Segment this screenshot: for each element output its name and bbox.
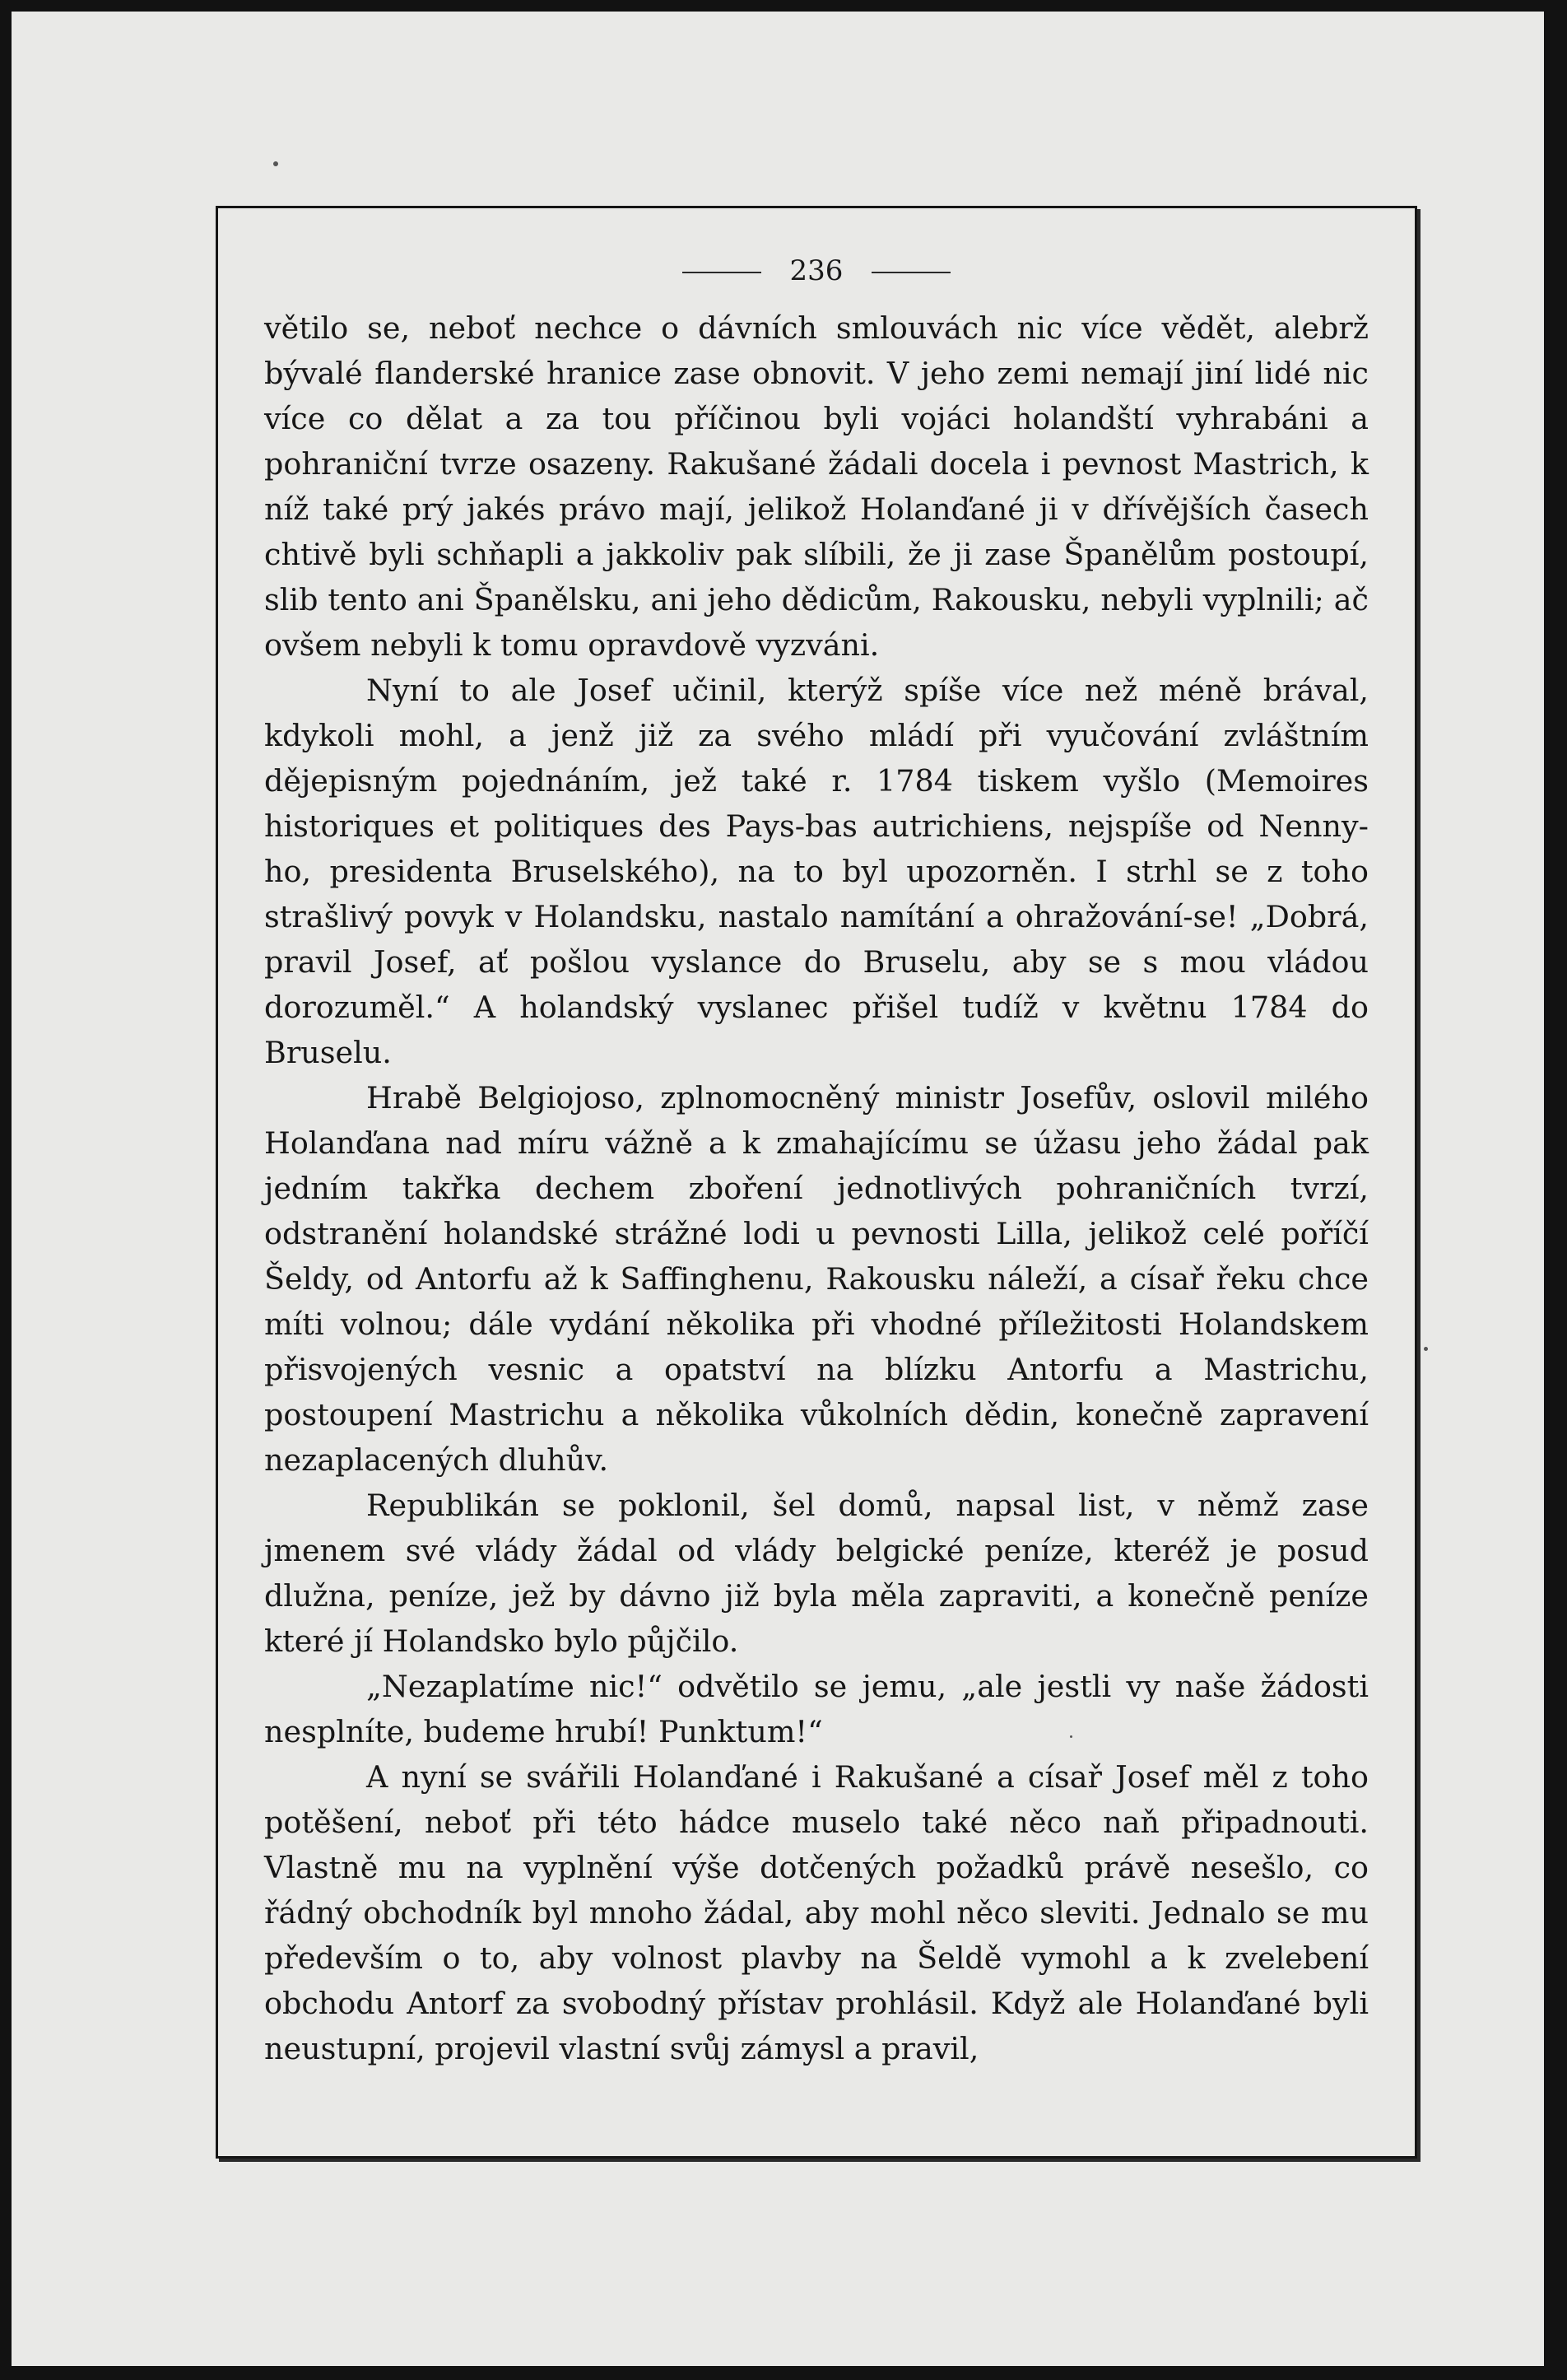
header-rule-right xyxy=(872,272,951,273)
page-number: 236 xyxy=(789,254,844,287)
paper-speck xyxy=(273,161,278,166)
page-header xyxy=(218,254,1415,287)
paper-speck xyxy=(1424,1347,1428,1351)
paragraph: Nyní to ale Josef učinil, kterýž spíše více než méně brával, kdykoli mohl, a jenž již za svého mládí při vyučování zvláštním dějepisným pojednáním, jež také r. 1784 tiskem vyšlo (Memoires historiques et politiques des Pays-bas autrichiens, nejspíše od Nenny-ho, presidenta Bruselského), na to byl upozorněn. I strhl se z toho strašlivý povyk v Holandsku, nastalo namítání a ohražování-se! „Dobrá, pravil Josef, ať pošlou vyslance do Bruselu, aby se s mou vládou dorozuměl.“ A holandský vyslanec přišel tudíž v květnu 1784 do Bruselu. xyxy=(264,673,1369,1070)
body-text xyxy=(264,305,1369,2071)
paragraph: „Nezaplatíme nic!“ odvětilo se jemu, „ale jestli vy naše žádosti nesplníte, budeme hrubí! Punktum!“ xyxy=(264,1669,1369,1749)
header-rule-left xyxy=(682,272,761,273)
paragraph: Republikán se poklonil, šel domů, napsal list, v němž zase jmenem své vlády žádal od vlády belgické peníze, kteréž je posud dlužna, peníze, jež by dávno již byla měla zapraviti, a konečně peníze které jí Holandsko bylo půjčilo. xyxy=(264,1488,1369,1659)
page-sheet xyxy=(12,12,1544,2366)
paragraph: A nyní se svářili Holanďané i Rakušané a císař Josef měl z toho potěšení, neboť při této hádce muselo také něco naň připadnouti. Vlastně mu na vyplnění výše dotčených požadků právě nesešlo, co řádný obchodník byl mnoho žádal, aby mohl něco sleviti. Jednalo se mu především o to, aby volnost plavby na Šeldě vymohl a k zvelebení obchodu Antorf za svobodný přístav prohlásil. Když ale Holanďané byli neustupní, projevil vlastní svůj zámysl a pravil, xyxy=(264,1759,1369,2066)
paragraph: větilo se, neboť nechce o dávních smlouvách nic více vědět, alebrž bývalé flanderské hranice zase obnovit. V jeho zemi nemají jiní lidé nic více co dělat a za tou příčinou byli vojáci holandští vyhrabáni a pohraniční tvrze osazeny. Rakušané žádali docela i pevnost Mastrich, k níž také prý jakés právo mají, jelikož Holanďané ji v dřívějších časech chtivě byli schňapli a jakkoliv pak slíbili, že ji zase Španělům postoupí, slib tento ani Španělsku, ani jeho dědicům, Rakousku, nebyli vyplnili; ač ovšem nebyli k tomu opravdově vyzváni. xyxy=(264,310,1369,663)
text-frame xyxy=(216,206,1417,2159)
paragraph: Hrabě Belgiojoso, zplnomocněný ministr Josefův, oslovil milého Holanďana nad míru vážně a k zmahajícímu se úžasu jeho žádal pak jedním takřka dechem zboření jednotlivých pohraničních tvrzí, odstranění holandské strážné lodi u pevnosti Lilla, jelikož celé poříčí Šeldy, od Antorfu až k Saffinghenu, Rakousku náleží, a císař řeku chce míti volnou; dále vydání několika při vhodné příležitosti Holandskem přisvojených vesnic a opatství na blízku Antorfu a Mastrichu, postoupení Mastrichu a několika vůkolních dědin, konečně zapravení nezaplacených dluhův. xyxy=(264,1080,1369,1478)
